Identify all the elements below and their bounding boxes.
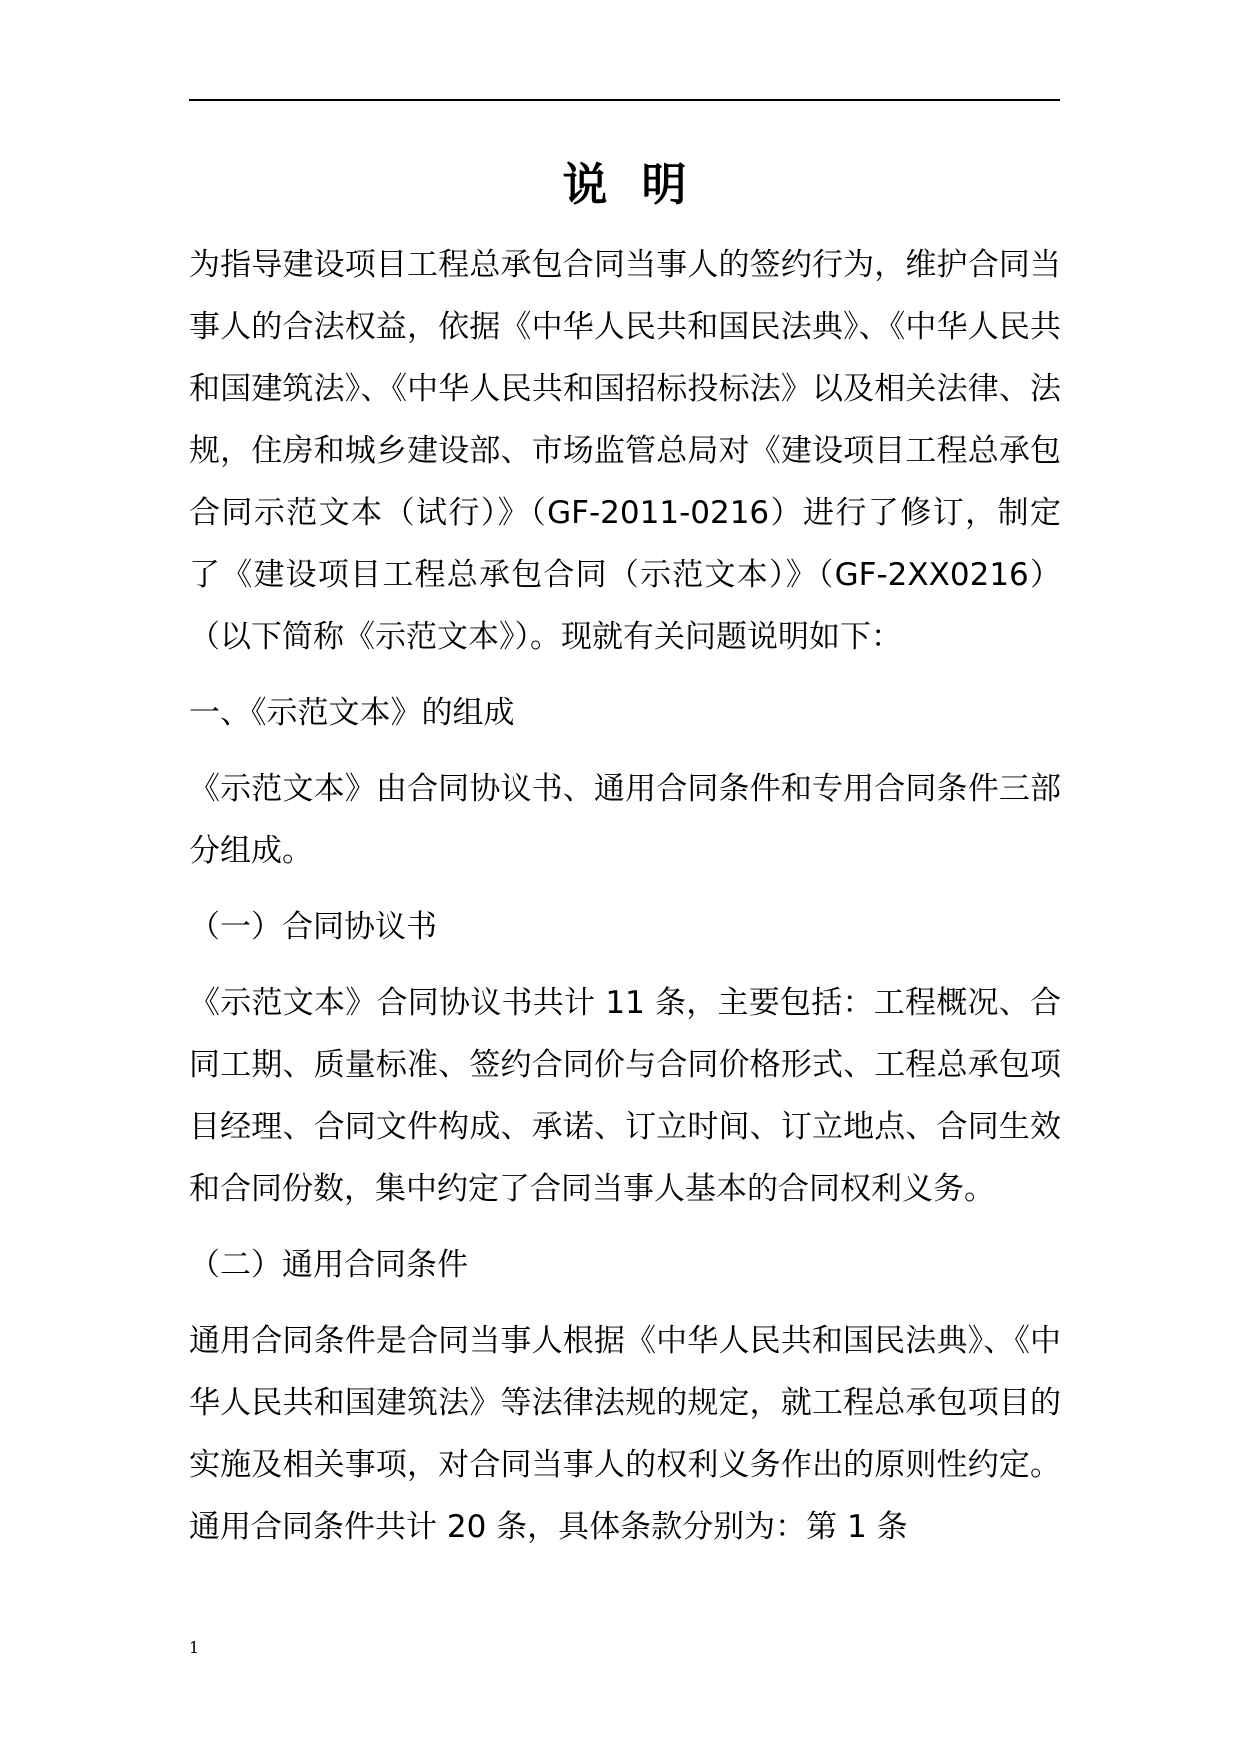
document-body: [189, 234, 1061, 1572]
general-conditions-paragraph: 通用合同条件是合同当事人根据《中华人民共和国民法典》、《中华人民共和国建筑法》等法律法规的规定，就工程总承包项目的实施及相关事项，对合同当事人的权利义务作出的原则性约定。通用合同条件共计 20 条，具体条款分别为：第 1 条: [189, 1323, 1061, 1545]
intro-paragraph: 为指导建设项目工程总承包合同当事人的签约行为，维护合同当事人的合法权益，依据《中华人民共和国民法典》、《中华人民共和国建筑法》、《中华人民共和国招标投标法》以及相关法律、法规，住房和城乡建设部、市场监管总局对《建设项目工程总承包合同示范文本（试行）》（GF-2011-0216）进行了修订，制定了《建设项目工程总承包合同（示范文本）》（GF-2XX0216）（以下简称《示范文本》）。现就有关问题说明如下：: [189, 247, 1061, 655]
subsection-heading-general-conditions: （二）通用合同条件: [189, 1247, 468, 1283]
page-number: 1: [189, 1638, 200, 1657]
agreement-paragraph: 《示范文本》合同协议书共计 11 条，主要包括：工程概况、合同工期、质量标准、签约合同价与合同价格形式、工程总承包项目经理、合同文件构成、承诺、订立时间、订立地点、合同生效和合同份数，集中约定了合同当事人基本的合同权利义务。: [189, 985, 1061, 1207]
header-rule: [189, 99, 1060, 101]
composition-paragraph: 《示范文本》由合同协议书、通用合同条件和专用合同条件三部分组成。: [189, 771, 1061, 869]
section-heading-composition: 一、《示范文本》的组成: [189, 695, 515, 731]
page-title: 说明: [562, 158, 721, 211]
subsection-heading-agreement: （一）合同协议书: [189, 909, 437, 945]
